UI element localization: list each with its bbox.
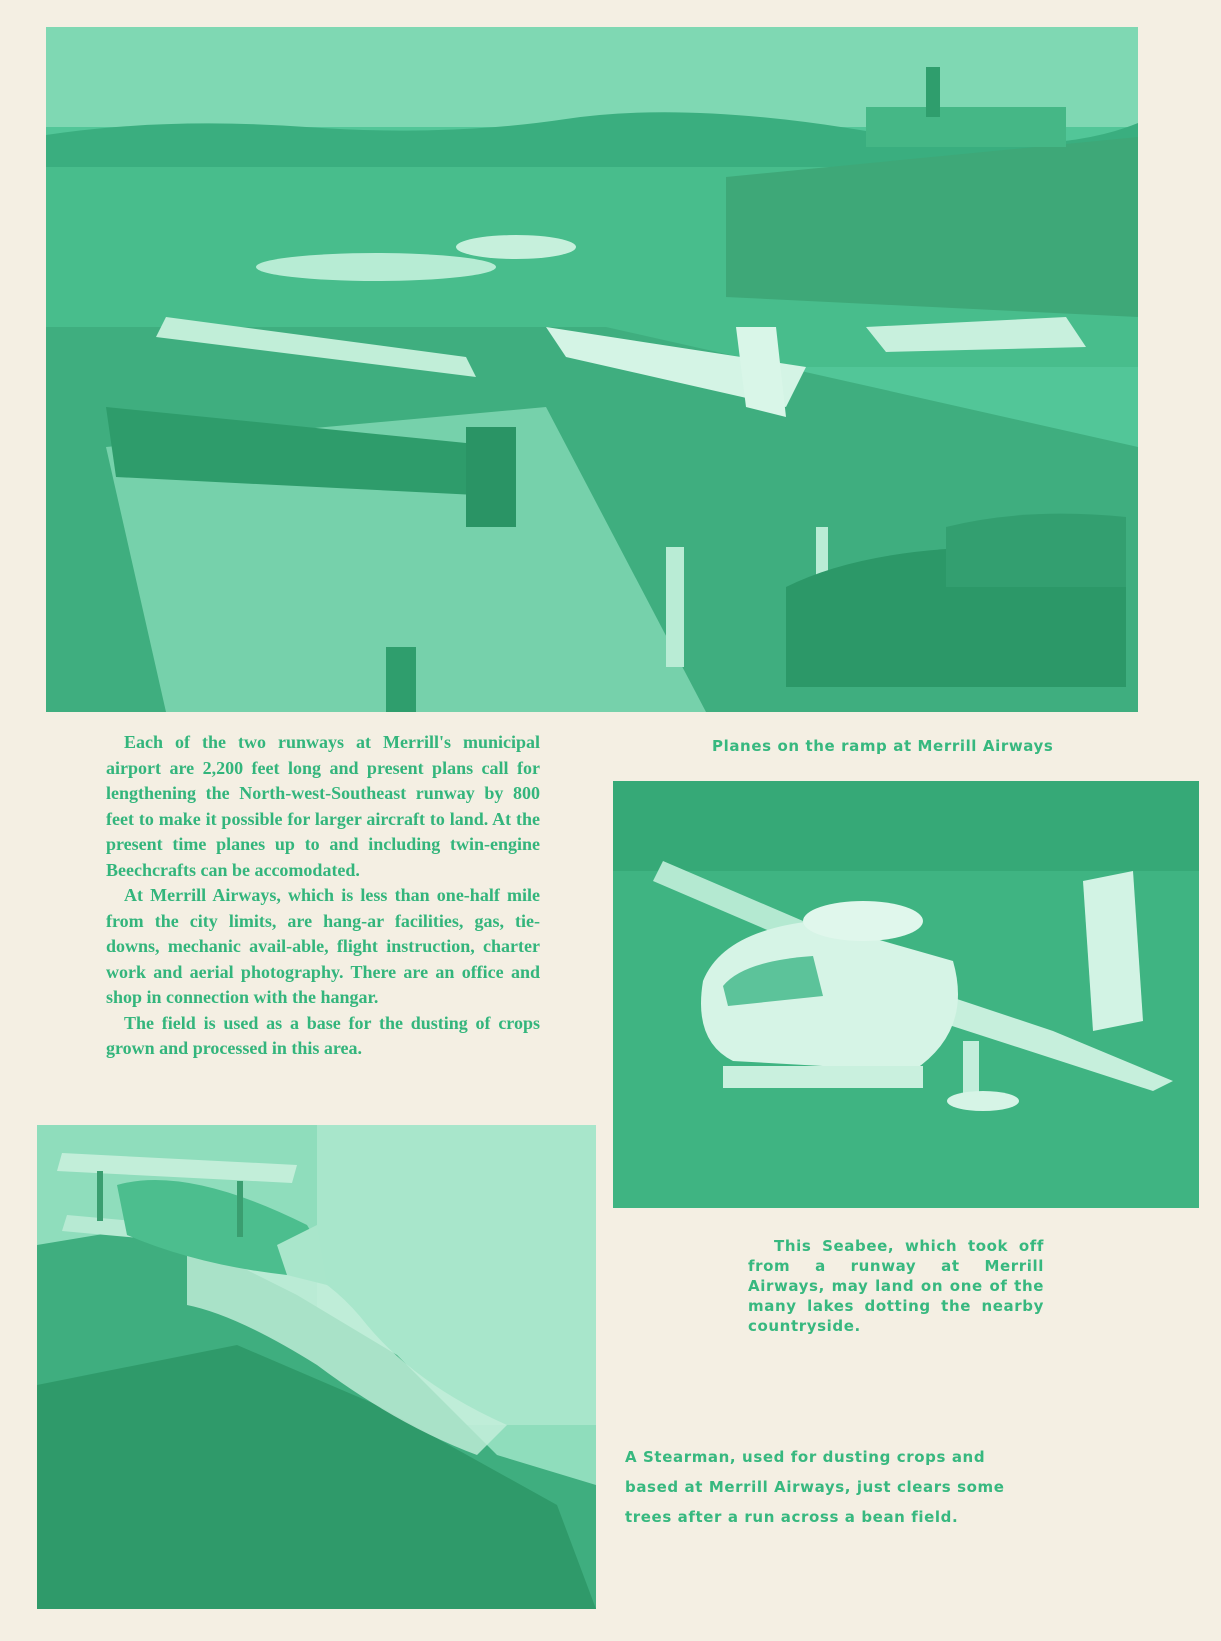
article-body	[106, 730, 540, 1062]
photo-stearman	[37, 1125, 596, 1609]
stearman-illustration	[37, 1125, 596, 1609]
body-paragraph: At Merrill Airways, which is less than one-half mile from the city limits, are hang-ar facilities, gas, tie-downs, mechanic avail-able, flight instruction, charter work and aerial photography. There are an office and shop in connection with the hangar.	[106, 885, 540, 1007]
ramp-illustration	[46, 27, 1138, 712]
caption-stearman: A Stearman, used for dusting crops and based at Merrill Airways, just clears some trees after a run across a bean field.	[625, 1448, 1005, 1526]
caption-seabee: This Seabee, which took off from a runway at Merrill Airways, may land on one of the many lakes dotting the nearby countryside.	[748, 1237, 1044, 1335]
seabee-illustration	[613, 781, 1199, 1208]
body-paragraph: The field is used as a base for the dusting of crops grown and processed in this area.	[106, 1012, 540, 1058]
photo-seabee	[613, 781, 1199, 1208]
body-paragraph: Each of the two runways at Merrill's municipal airport are 2,200 feet long and present plans call for lengthening the North-west-Southeast runway by 800 feet to make it possible for larger aircraft to land. At the present time planes up to and including twin-engine Beechcrafts can be accomodated.	[106, 732, 540, 880]
photo-planes-on-ramp	[46, 27, 1138, 712]
caption-ramp: Planes on the ramp at Merrill Airways	[712, 737, 1054, 755]
